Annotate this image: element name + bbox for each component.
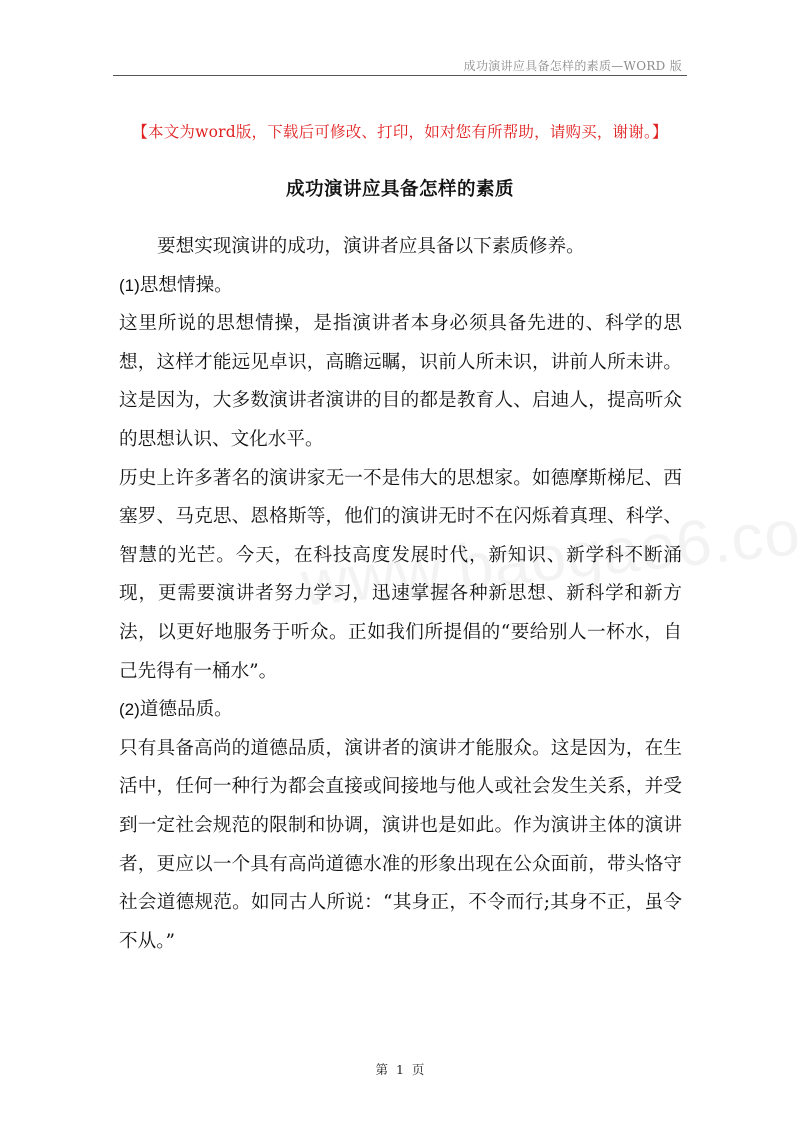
section-number: (2) — [119, 700, 140, 720]
section-number: (1) — [119, 275, 140, 295]
section-heading-2 — [119, 691, 682, 730]
document-body — [119, 228, 682, 961]
purchase-notice: 【本文为word版，下载后可修改、打印，如对您有所帮助，请购买，谢谢。】 — [132, 123, 668, 141]
page-header: 成功演讲应具备怎样的素质—WORD 版 — [463, 59, 682, 73]
page-footer — [0, 1060, 800, 1078]
section-heading-1 — [119, 267, 682, 306]
body-paragraph: 只有具备高尚的道德品质，演讲者的演讲才能服众。这是因为，在生活中，任何一种行为都会直接或间接地与他人或社会发生关系，并受到一定社会规范的限制和协调，演讲也是如此。作为演讲主体的演讲者，更应以一个具有高尚道德水准的形象出现在公众面前，带头恪守社会道德规范。如同古人所说：“其身正，不令而行;其身不正，虽令不从。” — [119, 737, 682, 952]
header-divider — [113, 75, 687, 76]
footer-suffix: 页 — [411, 1062, 425, 1077]
page-number: 1 — [396, 1062, 404, 1077]
body-paragraph: 这里所说的思想情操，是指演讲者本身必须具备先进的、科学的思想，这样才能远见卓识，高瞻远瞩，识前人所未识，讲前人所未讲。这是因为，大多数演讲者演讲的目的都是教育人、启迪人，提高听众的思想认识、文化水平。 — [119, 313, 682, 450]
document-title: 成功演讲应具备怎样的素质 — [285, 179, 514, 200]
intro-paragraph: 要想实现演讲的成功，演讲者应具备以下素质修养。 — [157, 236, 585, 257]
body-paragraph: 历史上许多著名的演讲家无一不是伟大的思想家。如德摩斯梯尼、西塞罗、马克思、恩格斯等，他们的演讲无时不在闪烁着真理、科学、智慧的光芒。今天，在科技高度发展时代，新知识、新学科不断涌现，更需要演讲者努力学习，迅速掌握各种新思想、新科学和新方法，以更好地服务于听众。正如我们所提倡的“要给别人一杯水，自己先得有一桶水”。 — [119, 467, 682, 682]
footer-prefix: 第 — [375, 1062, 389, 1077]
section-heading-text: 道德品质。 — [139, 699, 233, 721]
section-heading-text: 思想情操。 — [139, 274, 233, 296]
